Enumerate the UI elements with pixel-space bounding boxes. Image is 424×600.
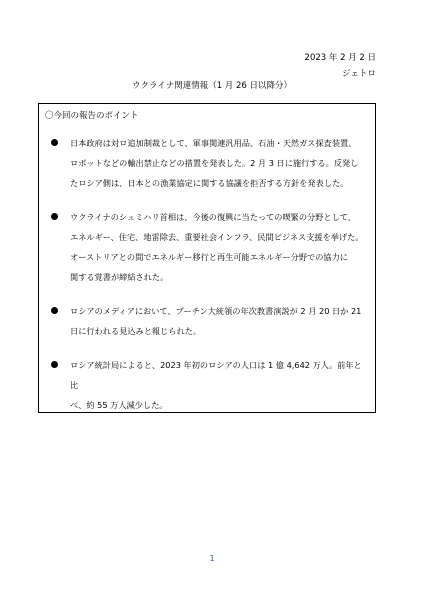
key-point-line: ロシアのメディアにおいて、プーチン大統領の年次教書演説が 2 月 20 日か 21 (70, 306, 362, 316)
key-point-item (39, 355, 377, 415)
key-points-list (39, 133, 377, 429)
organization-name: ジェトロ (342, 69, 376, 79)
key-point-line: ロボットなどの輸出禁止などの措置を発表した。2 月 3 日に施行する。反発し (70, 158, 359, 168)
key-point-item (39, 207, 377, 287)
key-point-line: ウクライナのシュミハリ首相は、今後の復興に当たっての喫緊の分野として、 (70, 212, 356, 222)
key-points-heading: 〇今回の報告のポイント (45, 111, 139, 121)
page-number: 1 (209, 554, 215, 563)
key-point-line: オーストリアとの間でエネルギー移行と再生可能エネルギー分野での協力に (70, 252, 348, 262)
key-point-item (39, 301, 377, 341)
key-point-line: ロシア統計局によると、2023 年初のロシアの人口は 1 億 4,642 万人。前年と比 (70, 360, 362, 390)
key-point-item (39, 133, 377, 193)
key-point-line: べ、約 55 万人減少した。 (70, 400, 168, 410)
bullet-icon (51, 361, 58, 368)
key-point-line: 関する覚書が締結された。 (70, 272, 169, 282)
bullet-icon (51, 307, 58, 314)
key-point-line: 日に行われる見込みと報じられた。 (70, 326, 202, 336)
bullet-icon (51, 139, 58, 146)
key-point-line: エネルギー、住宅、地雷除去、重要社会インフラ、民間ビジネス支援を挙げた。 (70, 232, 364, 242)
report-date: 2023 年 2 月 2 日 (304, 53, 376, 63)
key-points-box (38, 103, 376, 413)
key-point-line: 日本政府は対ロ追加制裁として、軍事関連汎用品、石油・天然ガス探査装置、 (70, 138, 357, 148)
bullet-icon (51, 213, 58, 220)
key-point-line: たロシア側は、日本との漁業協定に関する協議を拒否する方針を発表した。 (70, 178, 349, 188)
document-title: ウクライナ関連情報（1 月 26 日以降分） (131, 81, 293, 91)
